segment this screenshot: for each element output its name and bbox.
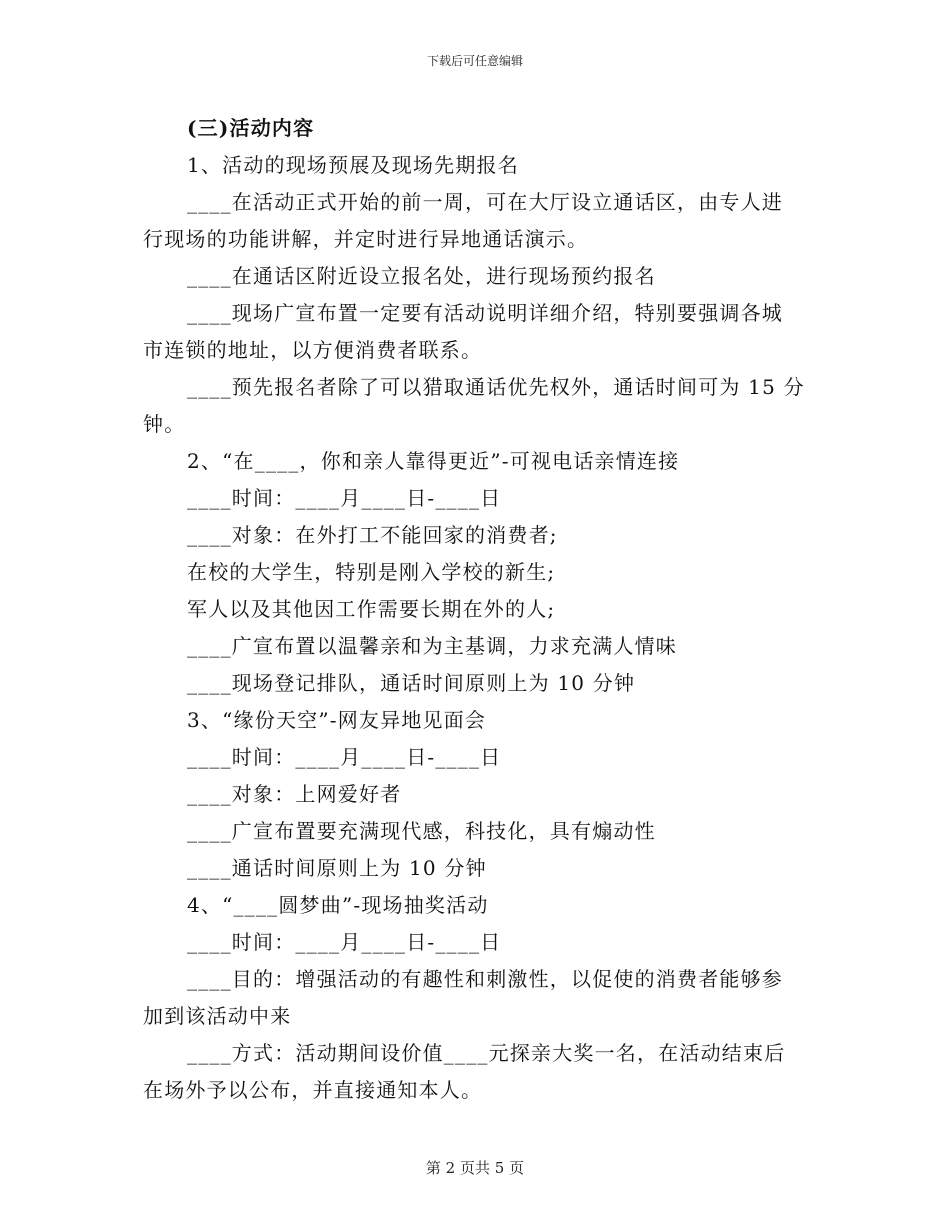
paragraph-line: ____预先报名者除了可以猎取通话优先权外，通话时间可为 15 分 [187, 375, 805, 399]
paragraph-line: ____时间：____月____日-____日 [187, 745, 502, 769]
paragraph-line: ____目的：增强活动的有趣性和刺激性，以促使的消费者能够参 [187, 967, 783, 991]
paragraph-line: 在场外予以公布，并直接通知本人。 [143, 1078, 483, 1102]
paragraph-line: ____现场登记排队，通话时间原则上为 10 分钟 [187, 671, 636, 695]
paragraph-line: ____现场广宣布置一定要有活动说明详细介绍，特别要强调各城 [187, 301, 783, 325]
subheading-1: 1、活动的现场预展及现场先期报名 [187, 153, 519, 177]
paragraph-line: ____时间：____月____日-____日 [187, 486, 502, 510]
paragraph-line: 行现场的功能讲解，并定时进行异地通话演示。 [143, 227, 589, 251]
paragraph-line: 军人以及其他因工作需要长期在外的人; [187, 597, 556, 621]
paragraph-line: ____时间：____月____日-____日 [187, 930, 502, 954]
paragraph-line: ____在活动正式开始的前一周，可在大厅设立通话区，由专人进 [187, 190, 783, 214]
paragraph-line: ____在通话区附近设立报名处，进行现场预约报名 [187, 264, 656, 288]
paragraph-line: ____对象：在外打工不能回家的消费者; [187, 523, 558, 547]
paragraph-line: 市连锁的地址，以方便消费者联系。 [143, 338, 483, 362]
paragraph-line: ____通话时间原则上为 10 分钟 [187, 856, 487, 880]
paragraph-line: ____广宣布置以温馨亲和为主基调，力求充满人情味 [187, 634, 677, 658]
paragraph-line: ____广宣布置要充满现代感，科技化，具有煽动性 [187, 819, 656, 843]
subheading-4: 4、“____圆梦曲”-现场抽奖活动 [187, 893, 489, 917]
section-heading: (三)活动内容 [187, 116, 315, 140]
paragraph-line: ____对象：上网爱好者 [187, 782, 402, 806]
paragraph-line: 在校的大学生，特别是刚入学校的新生; [187, 560, 556, 584]
paragraph-line: 加到该活动中来 [143, 1004, 292, 1028]
subheading-3: 3、“缘份天空”-网友异地见面会 [187, 708, 487, 732]
page-footer: 第 2 页共 5 页 [425, 1159, 525, 1177]
document-body [143, 110, 808, 1109]
paragraph-line: ____方式：活动期间设价值____元探亲大奖一名，在活动结束后 [187, 1041, 786, 1065]
page-header: 下载后可任意编辑 [426, 54, 523, 68]
paragraph-line: 钟。 [143, 412, 186, 436]
subheading-2: 2、“在____，你和亲人靠得更近”-可视电话亲情连接 [187, 449, 680, 473]
